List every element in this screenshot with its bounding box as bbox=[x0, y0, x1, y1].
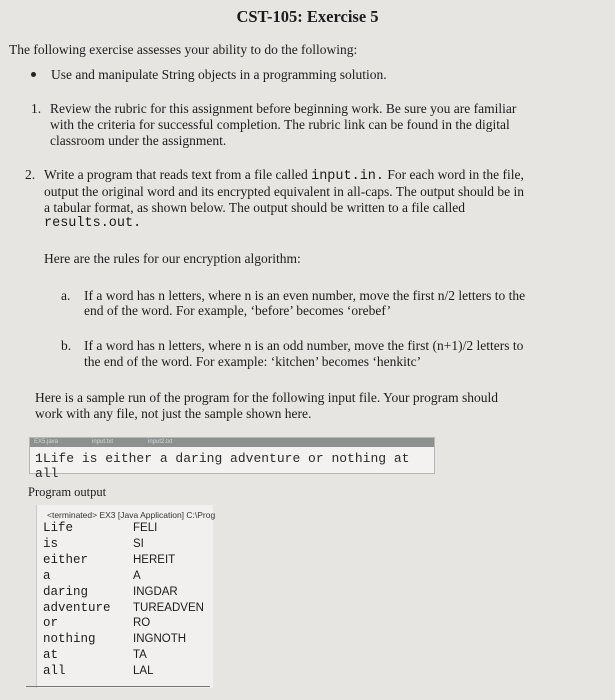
console-word: daring bbox=[43, 584, 89, 599]
editor-tab: input.txt bbox=[92, 439, 114, 445]
rule-a-label: a. bbox=[61, 288, 71, 303]
rules-intro: Here are the rules for our encryption algorithm: bbox=[44, 251, 301, 266]
console-divider bbox=[26, 686, 210, 687]
console-encrypted: TA bbox=[133, 649, 147, 662]
console-encrypted: LAL bbox=[133, 665, 154, 678]
item-2-text: Write a program that reads text from a file called bbox=[44, 167, 308, 182]
console-header: <terminated> EX3 [Java Application] C:\Prog bbox=[47, 510, 216, 520]
console-word: or bbox=[43, 616, 59, 631]
editor-tab: EX5.java bbox=[34, 439, 59, 445]
line-number: 1 bbox=[35, 451, 43, 466]
sample-text: work with any file, not just the sample shown here. bbox=[35, 406, 312, 421]
page-title: CST-105: Exercise 5 bbox=[236, 7, 379, 26]
code-editor-screenshot bbox=[29, 437, 435, 481]
rule-a-line: end of the word. For example, ‘before’ becomes ‘orebef’ bbox=[84, 303, 392, 318]
input-line-text: Life is either a daring adventure or nothing at all bbox=[35, 451, 410, 481]
editor-tab: input2.txt bbox=[148, 439, 173, 445]
console-encrypted: A bbox=[133, 569, 141, 582]
rule-b-line: the end of the word. For example: ‘kitchen’ becomes ‘henkitc’ bbox=[84, 354, 422, 369]
program-output-label: Program output bbox=[28, 485, 107, 499]
item-1-line: classroom under the assignment. bbox=[50, 133, 227, 148]
console-word: nothing bbox=[43, 632, 96, 647]
console-word: a bbox=[43, 568, 51, 583]
rule-b-label: b. bbox=[61, 338, 72, 353]
console-encrypted: INGNOTH bbox=[133, 633, 187, 646]
bullet-text: Use and manipulate String objects in a programming solution. bbox=[51, 67, 387, 82]
item-2-line-1 bbox=[44, 167, 524, 185]
console-encrypted: FELI bbox=[133, 522, 158, 534]
item-1-number: 1. bbox=[31, 101, 42, 116]
rule-a-line: If a word has n letters, where n is an even number, move the first n/2 letters to the bbox=[84, 288, 526, 303]
console-encrypted: INGDAR bbox=[133, 585, 178, 598]
console-encrypted: HEREIT bbox=[133, 553, 176, 566]
rule-b-line: If a word has n letters, where n is an odd number, move the first (n+1)/2 letters to bbox=[84, 338, 524, 353]
item-2-number: 2. bbox=[25, 167, 36, 182]
console-encrypted: RO bbox=[133, 617, 151, 630]
console-encrypted: SI bbox=[133, 537, 144, 550]
console-word: Life bbox=[43, 521, 74, 535]
console-word: adventure bbox=[43, 600, 111, 615]
item-1-line: Review the rubric for this assignment before beginning work. Be sure you are familiar bbox=[50, 101, 517, 116]
input-filename: input.in. bbox=[311, 169, 385, 184]
item-2-line-3: a tabular format, as shown below. The output should be written to a file called bbox=[44, 200, 466, 215]
output-filename: results.out. bbox=[44, 216, 142, 231]
console-word: is bbox=[43, 536, 59, 551]
console-word: either bbox=[43, 552, 89, 567]
console-word: at bbox=[43, 648, 59, 663]
console-output bbox=[36, 505, 216, 688]
bullet-icon bbox=[31, 72, 36, 77]
item-1-line: with the criteria for successful completion. The rubric link can be found in the digital bbox=[50, 117, 510, 132]
editor-tab-bar bbox=[30, 438, 434, 447]
intro-text: The following exercise assesses your ability to do the following: bbox=[9, 42, 358, 57]
item-2-text: For each word in the file, bbox=[387, 167, 524, 182]
console-encrypted: TUREADVEN bbox=[133, 601, 204, 614]
editor-line bbox=[35, 451, 434, 481]
sample-text: Here is a sample run of the program for the following input file. Your program should bbox=[35, 390, 499, 405]
console-word: all bbox=[43, 664, 66, 679]
item-2-line-2: output the original word and its encrypted equivalent in all-caps. The output should be in bbox=[44, 184, 525, 199]
